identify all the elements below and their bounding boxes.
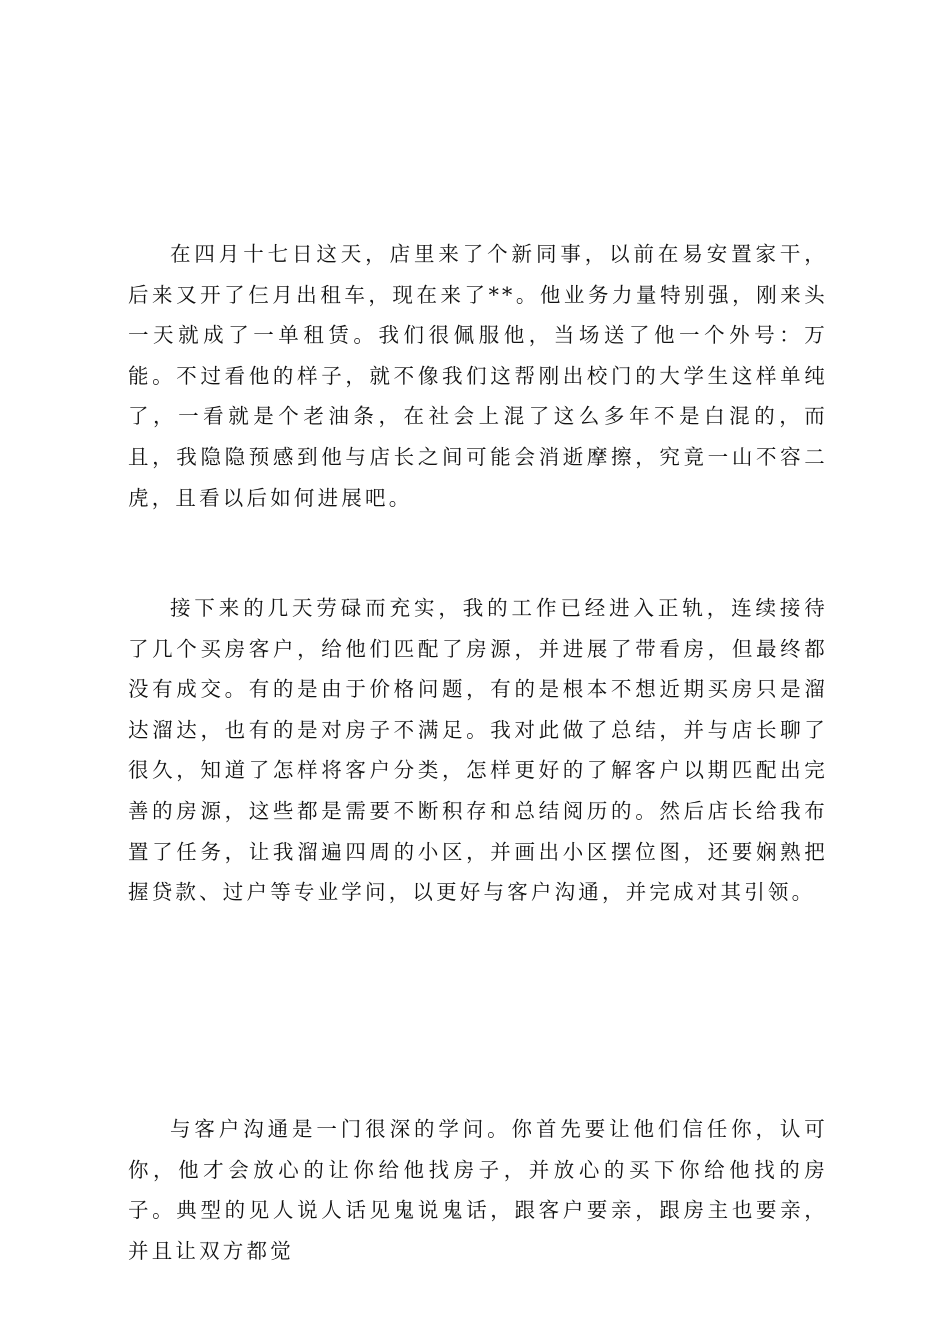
paragraph-client-communication: 与客户沟通是一门很深的学问。你首先要让他们信任你，认可你，他才会放心的让你给他找房子，并放心的买下你给他找的房子。典型的见人说人话见鬼说鬼话，跟客户要亲，跟房主也要亲，并且让双方都觉 xyxy=(128,1117,828,1263)
paragraph-busy-days: 接下来的几天劳碌而充实，我的工作已经进入正轨，连续接待了几个买房客户，给他们匹配了房源，并进展了带看房，但最终都没有成交。有的是由于价格问题，有的是根本不想近期买房只是溜达溜达，也有的是对房子不满足。我对此做了总结，并与店长聊了很久，知道了怎样将客户分类，怎样更好的了解客户以期匹配出完善的房源，这些都是需要不断积存和总结阅历的。然后店长给我布置了任务，让我溜遍四周的小区，并画出小区摆位图，还要娴熟把握贷款、过户等专业学问，以更好与客户沟通，并完成对其引领。 xyxy=(128,596,828,905)
paragraph-new-colleague: 在四月十七日这天，店里来了个新同事，以前在易安置家干，后来又开了仨月出租车，现在来了**。他业务力量特别强，刚来头一天就成了一单租赁。我们很佩服他，当场送了他一个外号：万能。不过看他的样子，就不像我们这帮刚出校门的大学生这样单纯了，一看就是个老油条，在社会上混了这么多年不是白混的，而且，我隐隐预感到他与店长之间可能会消逝摩擦，究竟一山不容二虎，且看以后如何进展吧。 xyxy=(128,242,828,510)
